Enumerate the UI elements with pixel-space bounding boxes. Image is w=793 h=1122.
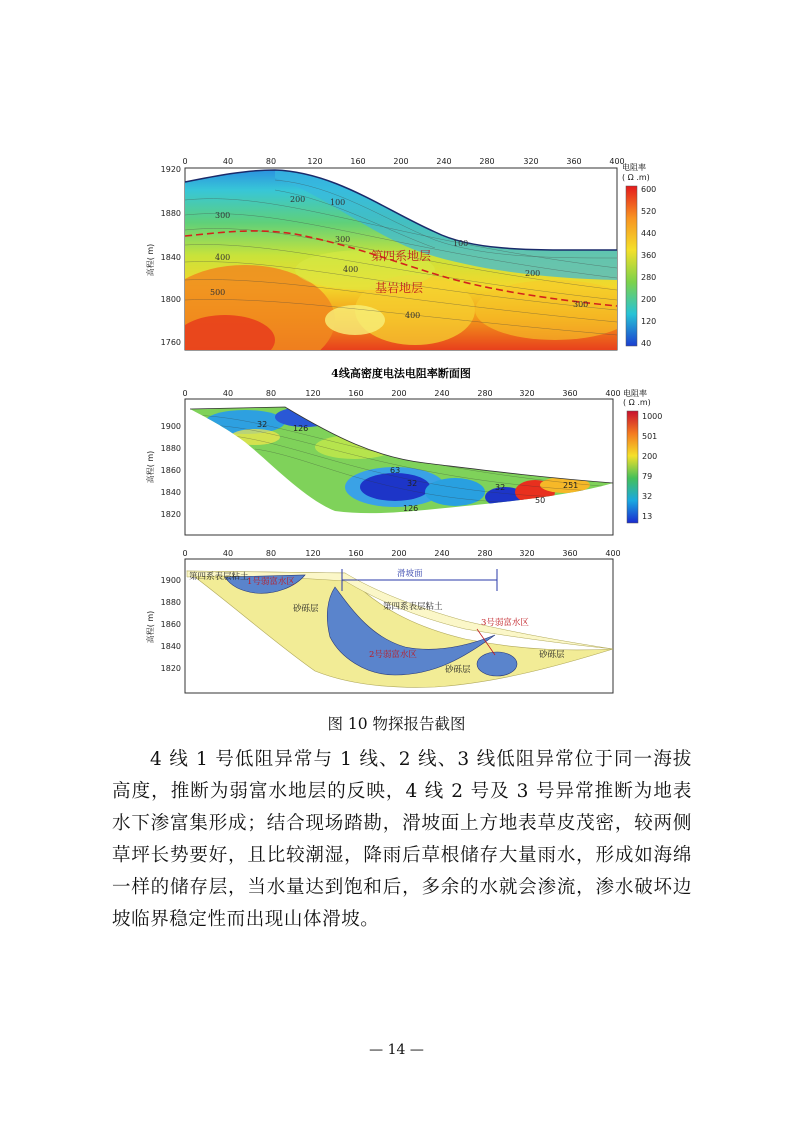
resistivity-section-1-svg — [135, 150, 655, 385]
y-axis-ticks — [161, 576, 181, 673]
svg-text:1880: 1880 — [160, 209, 181, 218]
resistivity-section-panel-2 — [135, 387, 663, 537]
svg-text:240: 240 — [434, 389, 450, 398]
svg-text:砂砾层: 砂砾层 — [539, 650, 565, 660]
svg-text:32: 32 — [407, 479, 418, 488]
svg-text:100: 100 — [330, 198, 346, 207]
svg-text:32: 32 — [257, 420, 268, 429]
svg-text:120: 120 — [305, 389, 321, 398]
svg-text:200: 200 — [641, 295, 657, 304]
svg-text:1920: 1920 — [160, 165, 181, 174]
svg-text:40: 40 — [641, 339, 652, 348]
svg-text:360: 360 — [562, 549, 578, 558]
svg-text:320: 320 — [523, 157, 539, 166]
svg-text:200: 200 — [391, 549, 407, 558]
svg-text:160: 160 — [350, 157, 366, 166]
svg-text:32: 32 — [642, 492, 653, 501]
svg-text:滑坡面: 滑坡面 — [397, 569, 423, 579]
svg-text:0: 0 — [182, 389, 188, 398]
svg-text:1840: 1840 — [160, 253, 181, 262]
svg-text:320: 320 — [519, 389, 535, 398]
legend-values — [641, 185, 656, 348]
svg-text:280: 280 — [479, 157, 495, 166]
y-axis-label: 高程( m) — [146, 243, 155, 277]
svg-text:360: 360 — [566, 157, 582, 166]
x-axis-ticks — [182, 389, 620, 398]
svg-text:200: 200 — [393, 157, 409, 166]
svg-text:第四系表层粘土: 第四系表层粘土 — [383, 602, 443, 612]
svg-text:40: 40 — [222, 549, 234, 558]
svg-text:440: 440 — [641, 229, 657, 238]
svg-text:砂砾层: 砂砾层 — [445, 665, 471, 675]
svg-text:1820: 1820 — [160, 510, 181, 519]
svg-text:80: 80 — [265, 157, 277, 166]
legend-title: 电阻率 — [622, 163, 646, 172]
svg-text:200: 200 — [642, 452, 658, 461]
svg-text:第四系表层粘土: 第四系表层粘土 — [189, 572, 249, 582]
svg-text:40: 40 — [222, 389, 234, 398]
svg-text:1000: 1000 — [642, 412, 663, 421]
svg-text:1840: 1840 — [160, 488, 181, 497]
svg-text:400: 400 — [405, 311, 421, 320]
svg-text:360: 360 — [641, 251, 657, 260]
svg-text:600: 600 — [641, 185, 657, 194]
svg-text:32: 32 — [495, 483, 506, 492]
svg-text:1820: 1820 — [160, 664, 181, 673]
bedrock-layer-label: 基岩地层 — [375, 281, 424, 295]
resistivity-section-panel-1 — [135, 150, 655, 385]
x-axis-ticks — [182, 549, 620, 558]
resistivity-fill — [155, 168, 635, 375]
panel1-title: 4线高密度电法电阻率断面图 — [331, 367, 471, 380]
body-paragraph — [112, 744, 692, 936]
svg-text:400: 400 — [605, 549, 621, 558]
svg-text:1900: 1900 — [160, 422, 181, 431]
svg-text:1760: 1760 — [160, 338, 181, 347]
svg-text:200: 200 — [525, 269, 541, 278]
svg-text:79: 79 — [642, 472, 653, 481]
y-axis-label: 高程( m) — [146, 450, 155, 484]
quaternary-layer-label: 第四系地层 — [371, 249, 432, 263]
svg-text:1860: 1860 — [160, 620, 181, 629]
legend-unit: ( Ω .m) — [622, 173, 650, 182]
svg-text:400: 400 — [215, 253, 231, 262]
legend-colorbar — [626, 186, 637, 346]
svg-text:63: 63 — [390, 466, 401, 475]
svg-text:120: 120 — [305, 549, 321, 558]
svg-text:80: 80 — [265, 549, 277, 558]
weak-water-zone-3 — [477, 652, 517, 676]
svg-text:80: 80 — [265, 389, 277, 398]
legend-title: 电阻率 — [623, 389, 647, 398]
svg-text:13: 13 — [642, 512, 653, 521]
svg-text:280: 280 — [477, 389, 493, 398]
svg-text:300: 300 — [573, 300, 589, 309]
svg-text:3号弱富水区: 3号弱富水区 — [481, 618, 529, 628]
svg-text:40: 40 — [222, 157, 234, 166]
svg-text:1900: 1900 — [160, 576, 181, 585]
svg-text:1880: 1880 — [160, 444, 181, 453]
svg-text:1880: 1880 — [160, 598, 181, 607]
svg-text:300: 300 — [215, 211, 231, 220]
x-axis-ticks — [182, 157, 624, 166]
geological-section-svg — [135, 547, 655, 697]
svg-text:120: 120 — [307, 157, 323, 166]
svg-text:126: 126 — [403, 504, 419, 513]
svg-text:400: 400 — [609, 157, 625, 166]
svg-text:251: 251 — [563, 481, 579, 490]
svg-text:400: 400 — [605, 389, 621, 398]
y-axis-ticks — [161, 422, 181, 519]
legend-values — [642, 412, 662, 521]
svg-text:120: 120 — [641, 317, 657, 326]
svg-text:1860: 1860 — [160, 466, 181, 475]
svg-text:1号弱富水区: 1号弱富水区 — [247, 577, 295, 587]
svg-text:320: 320 — [519, 549, 535, 558]
svg-text:100: 100 — [453, 239, 469, 248]
geological-interpretation-panel-3 — [135, 547, 655, 697]
y-axis-ticks — [161, 165, 181, 347]
svg-text:280: 280 — [641, 273, 657, 282]
svg-text:360: 360 — [562, 389, 578, 398]
svg-text:0: 0 — [182, 549, 188, 558]
svg-text:1840: 1840 — [160, 642, 181, 651]
resistivity-section-2-svg — [135, 387, 663, 537]
svg-text:240: 240 — [436, 157, 452, 166]
svg-text:50: 50 — [535, 496, 546, 505]
paragraph-text: 4 线 1 号低阻异常与 1 线、2 线、3 线低阻异常位于同一海拔高度，推断为弱富水地层的反映，4 线 2 号及 3 号异常推断为地表水下渗富集形成；结合现场踏勘，滑坡面上方地表草皮茂密，较两侧草坪长势要好，且比较潮湿，降雨后草根储存大量雨水，形成如海绵一样的储存层，当水量达到饱和后，多余的水就会渗流，渗水破坏边坡临界稳定性而出现山体滑坡。 — [112, 749, 692, 930]
svg-text:200: 200 — [290, 195, 306, 204]
page-number: — 14 — — [369, 1042, 424, 1058]
y-axis-label: 高程( m) — [146, 610, 155, 644]
svg-text:501: 501 — [642, 432, 658, 441]
svg-text:160: 160 — [348, 549, 364, 558]
svg-text:0: 0 — [182, 157, 188, 166]
svg-text:400: 400 — [343, 265, 359, 274]
legend-colorbar — [627, 411, 638, 523]
svg-text:200: 200 — [391, 389, 407, 398]
svg-text:1800: 1800 — [160, 295, 181, 304]
legend-unit: ( Ω .m) — [623, 398, 651, 407]
svg-text:240: 240 — [434, 549, 450, 558]
svg-text:300: 300 — [335, 235, 351, 244]
svg-text:126: 126 — [293, 424, 309, 433]
svg-text:520: 520 — [641, 207, 657, 216]
svg-text:280: 280 — [477, 549, 493, 558]
svg-text:160: 160 — [348, 389, 364, 398]
svg-text:砂砾层: 砂砾层 — [293, 604, 319, 614]
figure-caption: 图 10 物探报告截图 — [327, 715, 466, 733]
svg-text:500: 500 — [210, 288, 226, 297]
svg-text:2号弱富水区: 2号弱富水区 — [369, 650, 417, 660]
